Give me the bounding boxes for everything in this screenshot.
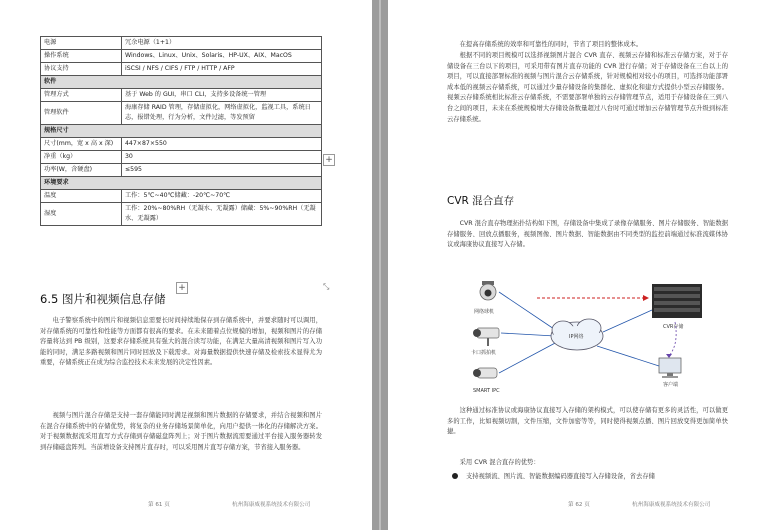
page-number: 第 61 页 xyxy=(148,502,170,508)
spec-key: 功率(W，含硬盘) xyxy=(41,164,122,177)
spec-row xyxy=(41,50,322,63)
page-separator xyxy=(379,0,381,530)
bullet-text: 支持视频流、图片流、智能数据编码器直接写入存储设备，省去存储 xyxy=(466,473,655,480)
spec-table[interactable] xyxy=(40,36,322,226)
add-column-button[interactable]: + xyxy=(323,154,335,166)
snapshot-link xyxy=(501,333,555,336)
spec-key: 管理软件 xyxy=(41,102,122,125)
spec-value: 30 xyxy=(122,151,322,164)
spec-row xyxy=(41,37,322,50)
spec-row xyxy=(41,63,322,76)
body-paragraph: 根据不同的项目规模可以选择视频图片混合 CVR 直存、视频云存储和标准云存储方案，对于存储设备在三台以下的项目，可采用带有图片直存功能的 CVR 进行存储；对于存储设备在三台以上的项目，可以直接部署标准的视频与图片混合云存储系统，针对规模相对较小的项目，可选择功能部署成本低的视频云存储系统，可以通过少量存储设备的集群化、虚拟化和建方式提供小型云存储服务。视频云存储系统相比标准云存储系统，不需要部署单独的云存储管理节点，适用于存储设备在三到八台之间的项目，未来在系统规模增大存储设备数量超过八台时可通过增加云存储管理节点升级到标准云存储系统。 xyxy=(447,52,728,123)
spec-section-row xyxy=(41,76,322,89)
spec-row xyxy=(41,164,322,177)
section-heading: CVR 混合直存 xyxy=(447,195,515,207)
spec-section-row xyxy=(41,125,322,138)
page-number: 第 62 页 xyxy=(568,502,590,508)
bullet-icon xyxy=(452,473,458,479)
storage-label: CVR存储 xyxy=(663,324,684,330)
spec-value: ≤595 xyxy=(122,164,322,177)
add-row-button[interactable]: + xyxy=(176,282,188,294)
section-heading: 6.5 图片和视频信息存储 xyxy=(40,292,166,306)
client-label: 客户端 xyxy=(663,382,679,388)
body-paragraph: 这种通过标准协议或海康协议直接写入存储的架构模式，可以使存储有更多的灵活性，可以做更多的工作，比如视频切割，文件压缩，文件加密等等，同时使得视频点播、图片回放变得更加简单快捷。 xyxy=(447,407,728,436)
spec-key: 管理方式 xyxy=(41,89,122,102)
body-paragraph: 采用 CVR 混合直存的优势： xyxy=(459,459,540,466)
smart-ipc-icon xyxy=(473,368,497,378)
dome-camera-icon xyxy=(480,281,496,300)
client-link xyxy=(597,346,659,366)
smart-ipc-label: SMART IPC xyxy=(473,388,500,394)
client-computer-icon xyxy=(659,358,681,378)
spec-row xyxy=(41,190,322,203)
body-paragraph: CVR 混合直存物理拓扑结构如下图，存储设备中集成了录像存储服务、图片存储服务、智能数据存储服务、回放点播服务，视频图像、图片数据、智能数据由不同类型的监控前端通过标准流媒体协议或海康协议直接写入存储。 xyxy=(447,220,728,249)
spec-value: Windows、Linux、Unix、Solaris、HP-UX、AIX、MacOS xyxy=(122,50,322,63)
spec-value: iSCSI / NFS / CIFS / FTP / HTTP / AFP xyxy=(122,63,322,76)
spec-section-row xyxy=(41,177,322,190)
body-paragraph: 在提高存储系统的效率和可靠性的同时，节省了项目的整体成本。 xyxy=(459,41,643,48)
network-label: IP网络 xyxy=(569,334,584,340)
spec-row xyxy=(41,203,322,226)
storage-link xyxy=(603,310,652,332)
spec-value: 海康存储 RAID 管理，存储虚拟化，网络虚拟化，监视工具，系统日志，报错处理，行为分析，文件过滤，等发预留 xyxy=(122,102,322,125)
dome-camera-label: 网络球机 xyxy=(474,309,495,315)
bullet-item xyxy=(452,472,728,482)
footer-company: 杭州海康威视系统技术有限公司 xyxy=(632,502,711,508)
ipc-link xyxy=(499,342,557,373)
spec-key: 电源 xyxy=(41,37,122,50)
document-page-right xyxy=(388,0,760,530)
spec-section-label: 环境要求 xyxy=(41,177,322,190)
spec-key: 温度 xyxy=(41,190,122,203)
spec-key: 湿度 xyxy=(41,203,122,226)
spec-value: 基于 Web 的 GUI，串口 CLI，支持多设备统一管理 xyxy=(122,89,322,102)
spec-row xyxy=(41,138,322,151)
body-paragraph: 视频与图片混合存储是支持一套存储能同时满足视频和图片数据的存储要求，并结合视频和图片在混合存储系统中的存储优势，将复杂的业务存储场景简单化，向用户提供一体化的存储解决方案。对于视频数据流采用直写方式存储到存储磁盘阵列上；对于图片数据流需要通过平台接入服务器转发到存储磁盘阵列。当前增设备支持图片直存时，可以采用图片直写存储方案，节省接入服务器。 xyxy=(40,412,322,451)
spec-key: 尺寸(mm，宽 x 高 x 深) xyxy=(41,138,122,151)
spec-key: 操作系统 xyxy=(41,50,122,63)
snapshot-camera-icon xyxy=(473,328,499,346)
cvr-storage-icon xyxy=(652,284,702,318)
spec-value: 工作：20%~80%RH（无凝水、无凝露）储藏：5%~90%RH（无凝水、无凝露） xyxy=(122,203,322,226)
spec-key: 协议支持 xyxy=(41,63,122,76)
spec-key: 净重（kg） xyxy=(41,151,122,164)
spec-value: 447×87×550 xyxy=(122,138,322,151)
body-paragraph: 电子警察系统中的图片和视频信息需要长时间持续地保存到存储系统中，并要求随时可以调用，对存储系统的可靠性和性能等方面都有很高的要求。在未来随着点位规模的增加，视频和图片的存储容量将达到 PB 级别，这要求存储系统具有强大的混合读写功能，在满足大量高清视频和图片写入功能的同时，满足多路视频和图片同时回放及下载需求。对海量数据提供快速存储及检索技术显得尤为重要，存储系统正在成为综合监控技术未来发展的决定性因素。 xyxy=(40,317,322,367)
spec-value: 工作：5℃~40℃储藏：-20℃~70℃ xyxy=(122,190,322,203)
footer-company: 杭州海康威视系统技术有限公司 xyxy=(232,502,311,508)
spec-section-label: 规格尺寸 xyxy=(41,125,322,138)
snapshot-camera-label: 卡口抓拍机 xyxy=(471,350,497,356)
spec-section-label: 软件 xyxy=(41,76,322,89)
spec-row xyxy=(41,151,322,164)
cvr-topology-diagram xyxy=(447,276,717,404)
table-resize-handle[interactable]: ⤡ xyxy=(323,282,330,291)
spec-row xyxy=(41,89,322,102)
spec-row xyxy=(41,102,322,125)
document-page-left xyxy=(0,0,372,530)
spec-value: 冗余电源（1+1） xyxy=(122,37,322,50)
